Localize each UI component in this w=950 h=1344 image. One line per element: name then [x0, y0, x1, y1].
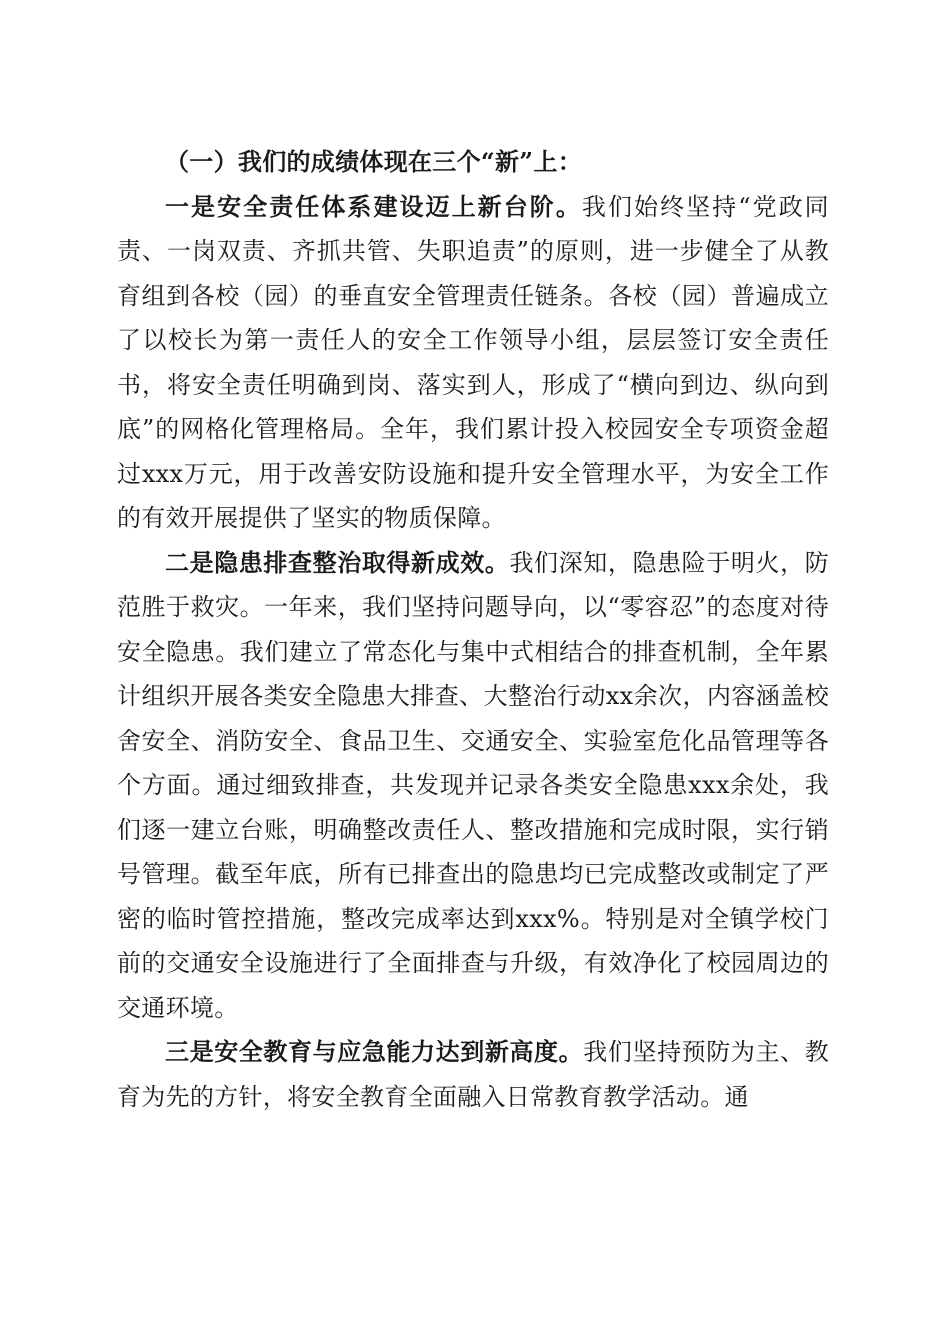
- paragraph-1-lead: 一是安全责任体系建设迈上新台阶。: [165, 191, 582, 221]
- section-heading: （一）我们的成绩体现在三个“新”上：: [165, 147, 583, 176]
- document-body: [117, 140, 829, 1119]
- paragraph-2-lead: 二是隐患排查整治取得新成效。: [165, 547, 510, 577]
- paragraph-3-lead: 三是安全教育与应急能力达到新高度。: [165, 1037, 584, 1066]
- paragraph-3: [117, 1030, 829, 1119]
- paragraph-1-body: 我们始终坚持“党政同责、一岗双责、齐抓共管、失职追责”的原则，进一步健全了从教育组到各校（园）的垂直安全管理责任链条。各校（园）普遍成立了以校长为第一责任人的安全工作领导小组，层层签订安全责任书，将安全责任明确到岗、落实到人，形成了“横向到边、纵向到底”的网格化管理格局。全年，我们累计投入校园安全专项资金超过xxx万元，用于改善安防设施和提升安全管理水平，为安全工作的有效开展提供了坚实的物质保障。: [117, 192, 829, 532]
- paragraph-3-body: 我们坚持预防为主、教育为先的方针，将安全教育全面融入日常教育教学活动。通: [117, 1038, 829, 1111]
- paragraph-2: [117, 541, 829, 1031]
- paragraph-1: [117, 185, 829, 541]
- paragraph-2-body: 我们深知，隐患险于明火，防范胜于救灾。一年来，我们坚持问题导向，以“零容忍”的态度对待安全隐患。我们建立了常态化与集中式相结合的排查机制，全年累计组织开展各类安全隐患大排查、大整治行动xx余次，内容涵盖校舍安全、消防安全、食品卫生、交通安全、实验室危化品管理等各个方面。通过细致排查，共发现并记录各类安全隐患xxx余处，我们逐一建立台账，明确整改责任人、整改措施和完成时限，实行销号管理。截至年底，所有已排查出的隐患均已完成整改或制定了严密的临时管控措施，整改完成率达到xxx%。特别是对全镇学校门前的交通安全设施进行了全面排查与升级，有效净化了校园周边的交通环境。: [117, 548, 829, 1022]
